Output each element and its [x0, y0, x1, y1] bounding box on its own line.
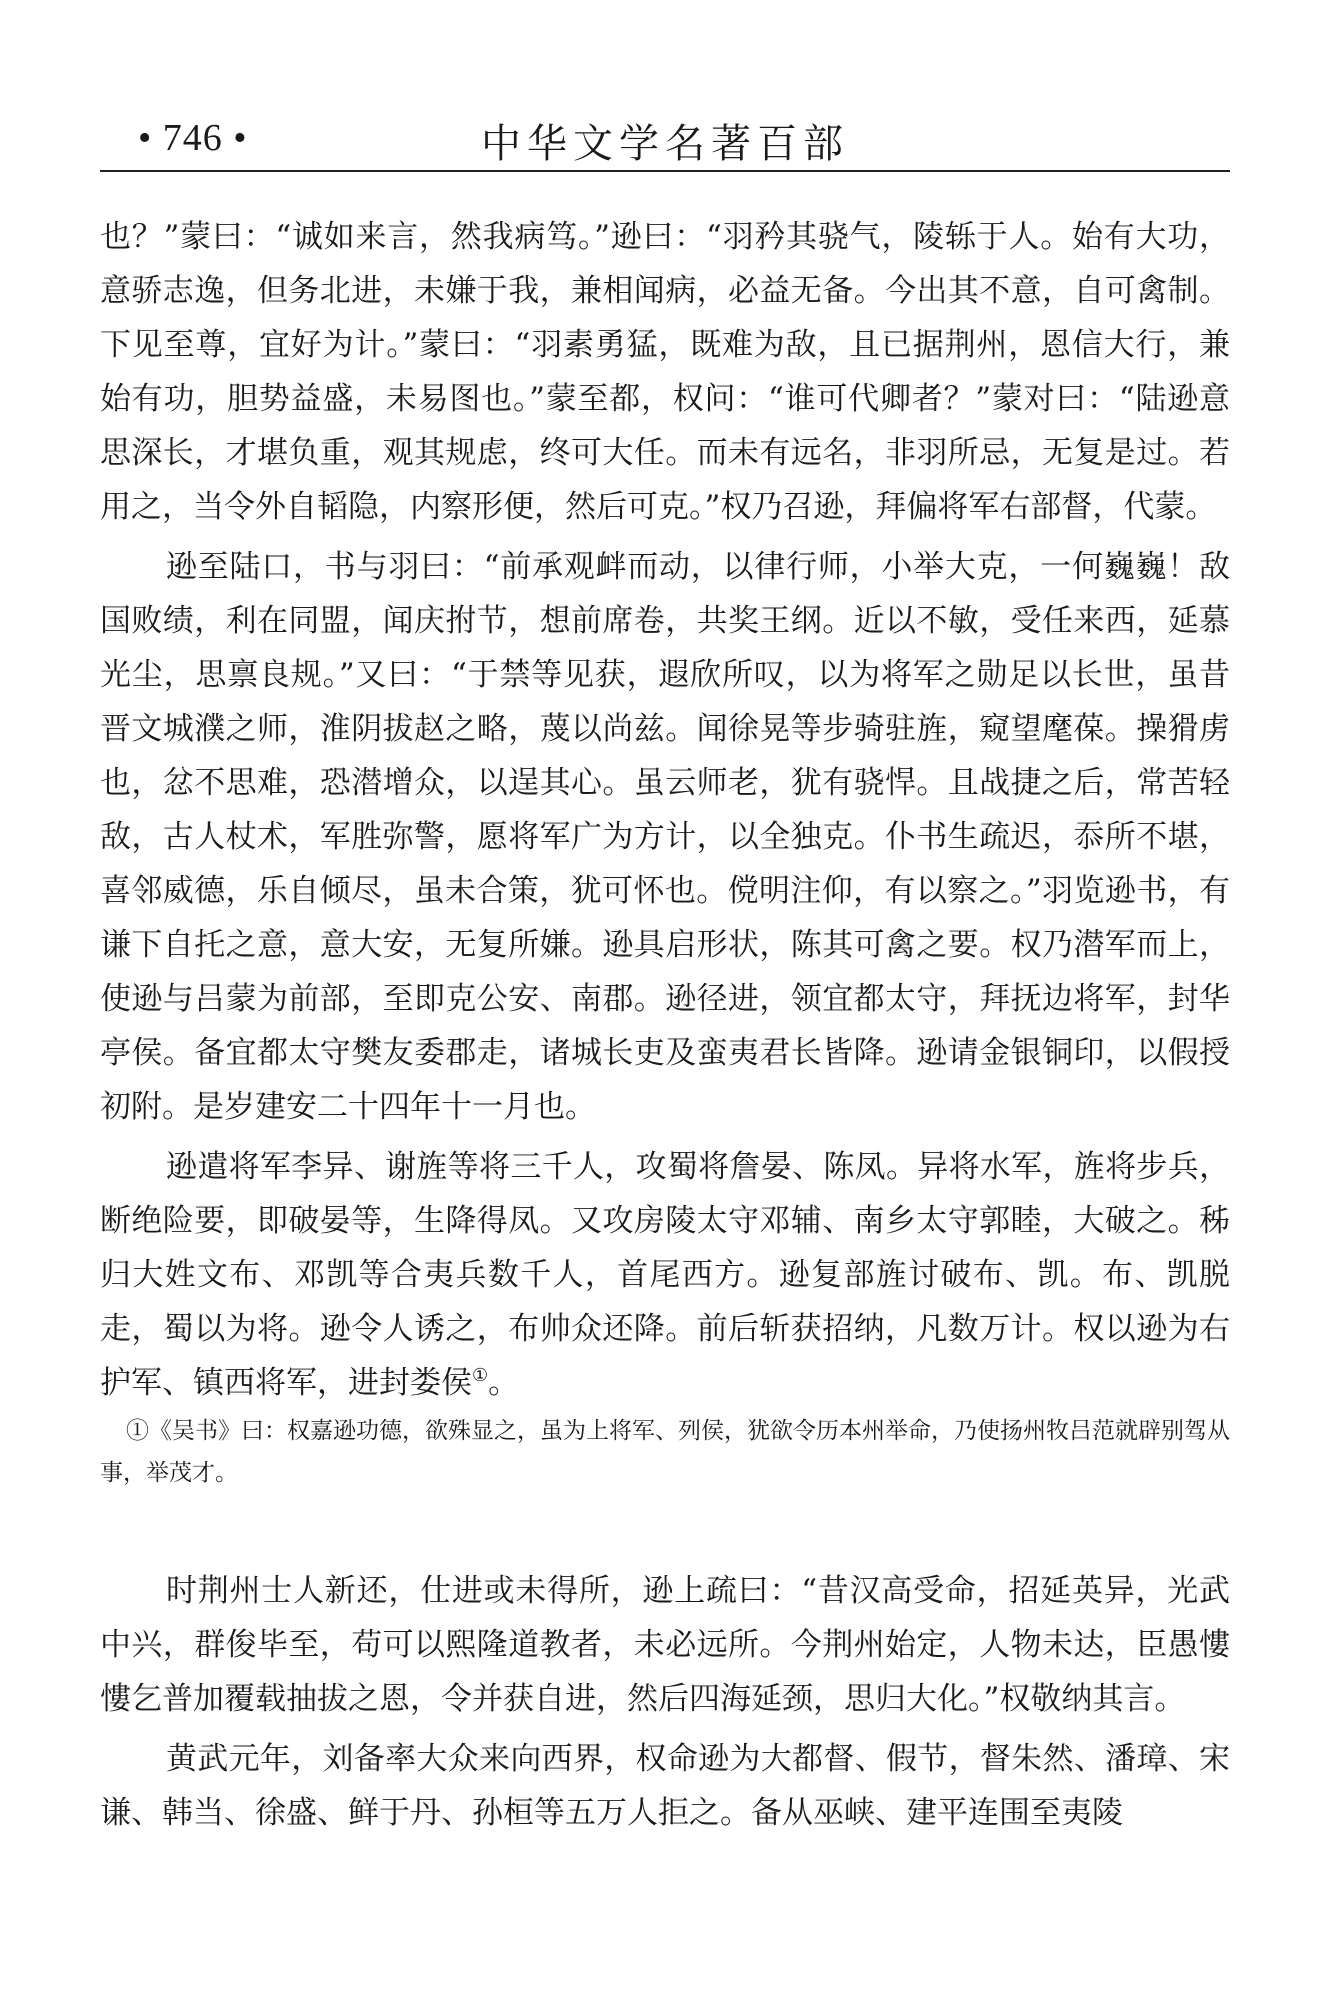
section-spacer [100, 1494, 1230, 1564]
footnote: ①《吴书》曰：权嘉逊功德，欲殊显之，虽为上将军、列侯，犹欲令历本州举命，乃使扬州牧吕范就辟别驾从事，举茂才。 [100, 1418, 1230, 1486]
footnote-reference: ① [472, 1365, 489, 1386]
paragraph-3-text: 逊遣将军李异、谢旌等将三千人，攻蜀将詹晏、陈凤。异将水军，旌将步兵，断绝险要，即破晏等，生降得凤。又攻房陵太守邓辅、南乡太守郭睦，大破之。秭归大姓文布、邓凯等合夷兵数千人，首尾西方。逊复部旌讨破布、凯。布、凯脱走，蜀以为将。逊令人诱之，布帅众还降。前后斩获招纳，凡数万计。权以逊为右护军、镇西将军，进封娄侯 [100, 1149, 1230, 1401]
page-header [100, 112, 1230, 168]
book-title: 中华文学名著百部 [481, 121, 849, 167]
paragraph-5: 黄武元年，刘备率大众来向西界，权命逊为大都督、假节，督朱然、潘璋、宋谦、韩当、徐盛、鲜于丹、孙桓等五万人拒之。备从巫峡、建平连围至夷陵 [100, 1741, 1230, 1831]
page-body [100, 210, 1230, 1840]
paragraph-2: 逊至陆口，书与羽曰：“前承观衅而动，以律行师，小举大克，一何巍巍！敌国败绩，利在同盟，闻庆拊节，想前席卷，共奖王纲。近以不敏，受任来西，延慕光尘，思禀良规。”又曰：“于禁等见获，遐欣所叹，以为将军之勋足以长世，虽昔晋文城濮之师，淮阴拔赵之略，蔑以尚兹。闻徐晃等步骑驻旌，窥望麾葆。操猾虏也，忿不思难，恐潜增众，以逞其心。虽云师老，犹有骁悍。且战捷之后，常苦轻敌，古人杖术，军胜弥警，愿将军广为方计，以全独克。仆书生疏迟，忝所不堪，喜邻威德，乐自倾尽，虽未合策，犹可怀也。傥明注仰，有以察之。”羽览逊书，有谦下自托之意，意大安，无复所嫌。逊具启形状，陈其可禽之要。权乃潜军而上，使逊与吕蒙为前部，至即克公安、南郡。逊径进，领宜都太守，拜抚边将军，封华亭侯。备宜都太守樊友委郡走，诸城长吏及蛮夷君长皆降。逊请金银铜印，以假授初附。是岁建安二十四年十一月也。 [100, 549, 1230, 1125]
page-number: • 746 • [138, 117, 248, 159]
paragraph-4: 时荆州士人新还，仕进或未得所，逊上疏曰：“昔汉高受命，招延英异，光武中兴，群俊毕至，苟可以熙隆道教者，未必远所。今荆州始定，人物未达，臣愚慺慺乞普加覆载抽拔之恩，令并获自进，然后四海延颈，思归大化。”权敬纳其言。 [100, 1573, 1230, 1717]
paragraph-1: 也？”蒙曰：“诚如来言，然我病笃。”逊曰：“羽矜其骁气，陵轹于人。始有大功，意骄志逸，但务北进，未嫌于我，兼相闻病，必益无备。今出其不意，自可禽制。下见至尊，宜好为计。”蒙曰：“羽素勇猛，既难为敌，且已据荆州，恩信大行，兼始有功，胆势益盛，未易图也。”蒙至都，权问：“谁可代卿者？”蒙对曰：“陆逊意思深长，才堪负重，观其规虑，终可大任。而未有远名，非羽所忌，无复是过。若用之，当令外自韬隐，内察形便，然后可克。”权乃召逊，拜偏将军右部督，代蒙。 [100, 219, 1230, 525]
paragraph-3 [100, 1140, 1230, 1410]
paragraph-3-end: 。 [488, 1365, 520, 1401]
header-rule [100, 170, 1230, 172]
